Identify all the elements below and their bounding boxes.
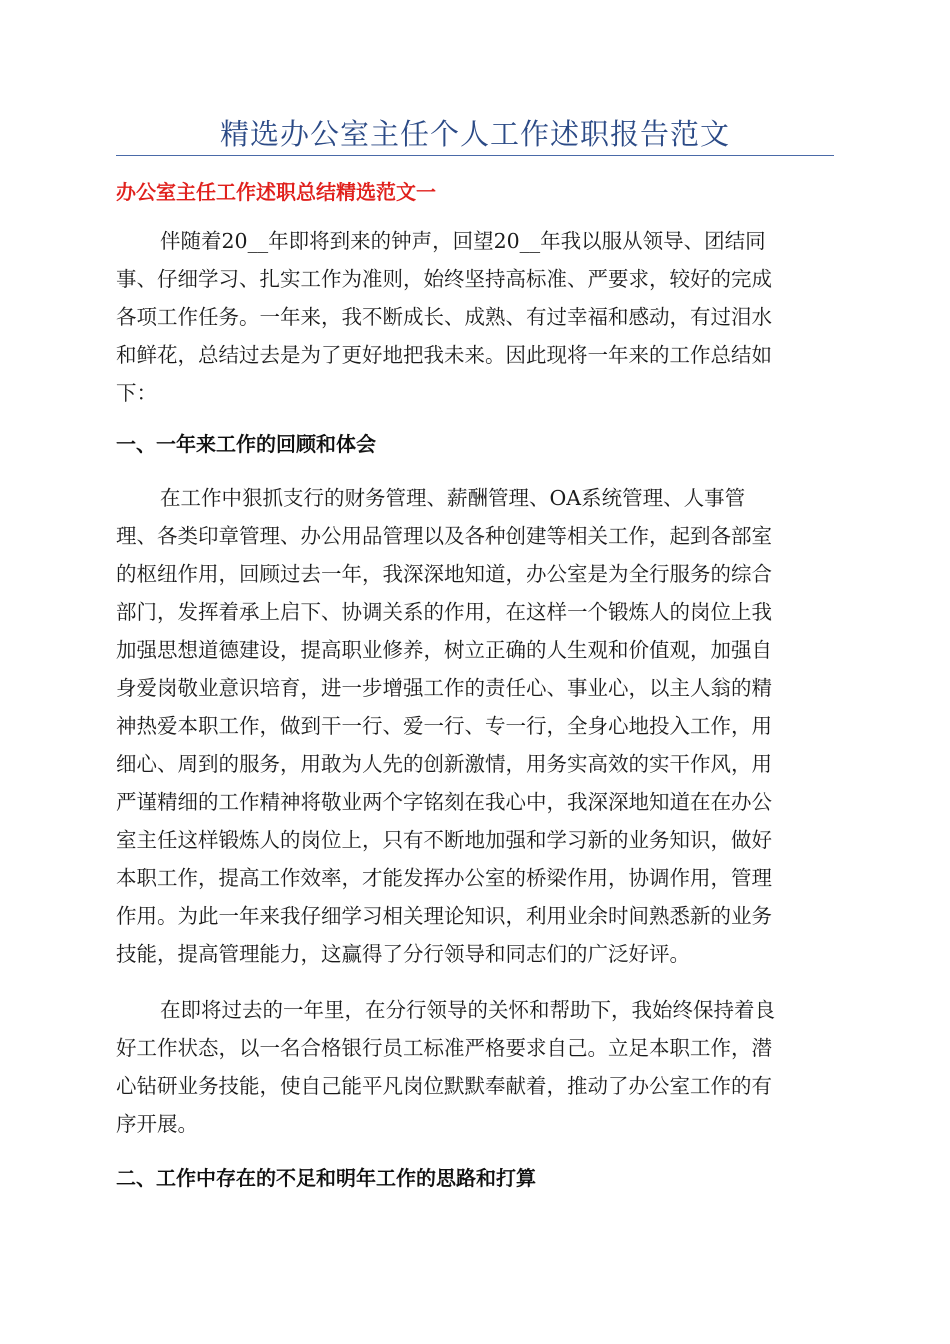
paragraph-line: 序开展。 xyxy=(116,1112,198,1136)
paragraph-line: 细心、周到的服务，用敢为人先的创新激情，用务实高效的实干作风，用 xyxy=(116,752,772,776)
paragraph-line: 作用。为此一年来我仔细学习相关理论知识，利用业余时间熟悉新的业务 xyxy=(116,904,772,928)
paragraph-line: 心钻研业务技能，使自己能平凡岗位默默奉献着，推动了办公室工作的有 xyxy=(116,1074,772,1098)
paragraph-line: 好工作状态，以一名合格银行员工标准严格要求自己。立足本职工作，潜 xyxy=(116,1036,772,1060)
section-subtitle: 办公室主任工作述职总结精选范文一 xyxy=(116,180,436,204)
paragraph-line: 在即将过去的一年里，在分行领导的关怀和帮助下，我始终保持着良 xyxy=(160,998,775,1022)
title-underline xyxy=(116,155,834,156)
paragraph-line: 伴随着20__年即将到来的钟声，回望20__年我以服从领导、团结同 xyxy=(160,229,766,253)
paragraph-line: 事、仔细学习、扎实工作为准则，始终坚持高标准、严要求，较好的完成 xyxy=(116,267,772,291)
section1-paragraph-1 xyxy=(116,479,836,973)
paragraph-line: 技能，提高管理能力，这赢得了分行领导和同志们的广泛好评。 xyxy=(116,942,690,966)
paragraph-line: 室主任这样锻炼人的岗位上，只有不断地加强和学习新的业务知识，做好 xyxy=(116,828,772,852)
intro-paragraph xyxy=(116,222,836,412)
document-title: 精选办公室主任个人工作述职报告范文 xyxy=(219,117,730,151)
section1-paragraph-2 xyxy=(116,991,836,1143)
paragraph-line: 的枢纽作用，回顾过去一年，我深深地知道，办公室是为全行服务的综合 xyxy=(116,562,772,586)
paragraph-line: 加强思想道德建设，提高职业修养，树立正确的人生观和价值观，加强自 xyxy=(116,638,772,662)
paragraph-line: 和鲜花，总结过去是为了更好地把我未来。因此现将一年来的工作总结如 xyxy=(116,343,772,367)
paragraph-line: 在工作中狠抓支行的财务管理、薪酬管理、OA系统管理、人事管 xyxy=(160,486,746,510)
heading-two: 二、工作中存在的不足和明年工作的思路和打算 xyxy=(116,1166,536,1190)
paragraph-line: 下： xyxy=(116,381,157,405)
paragraph-line: 本职工作，提高工作效率，才能发挥办公室的桥梁作用，协调作用，管理 xyxy=(116,866,772,890)
paragraph-line: 神热爱本职工作，做到干一行、爱一行、专一行，全身心地投入工作，用 xyxy=(116,714,772,738)
paragraph-line: 身爱岗敬业意识培育，进一步增强工作的责任心、事业心，以主人翁的精 xyxy=(116,676,772,700)
heading-one: 一、一年来工作的回顾和体会 xyxy=(116,432,376,456)
paragraph-line: 严谨精细的工作精神将敬业两个字铭刻在我心中，我深深地知道在在办公 xyxy=(116,790,772,814)
paragraph-line: 部门，发挥着承上启下、协调关系的作用，在这样一个锻炼人的岗位上我 xyxy=(116,600,772,624)
paragraph-line: 理、各类印章管理、办公用品管理以及各种创建等相关工作，起到各部室 xyxy=(116,524,772,548)
paragraph-line: 各项工作任务。一年来，我不断成长、成熟、有过幸福和感动，有过泪水 xyxy=(116,305,772,329)
